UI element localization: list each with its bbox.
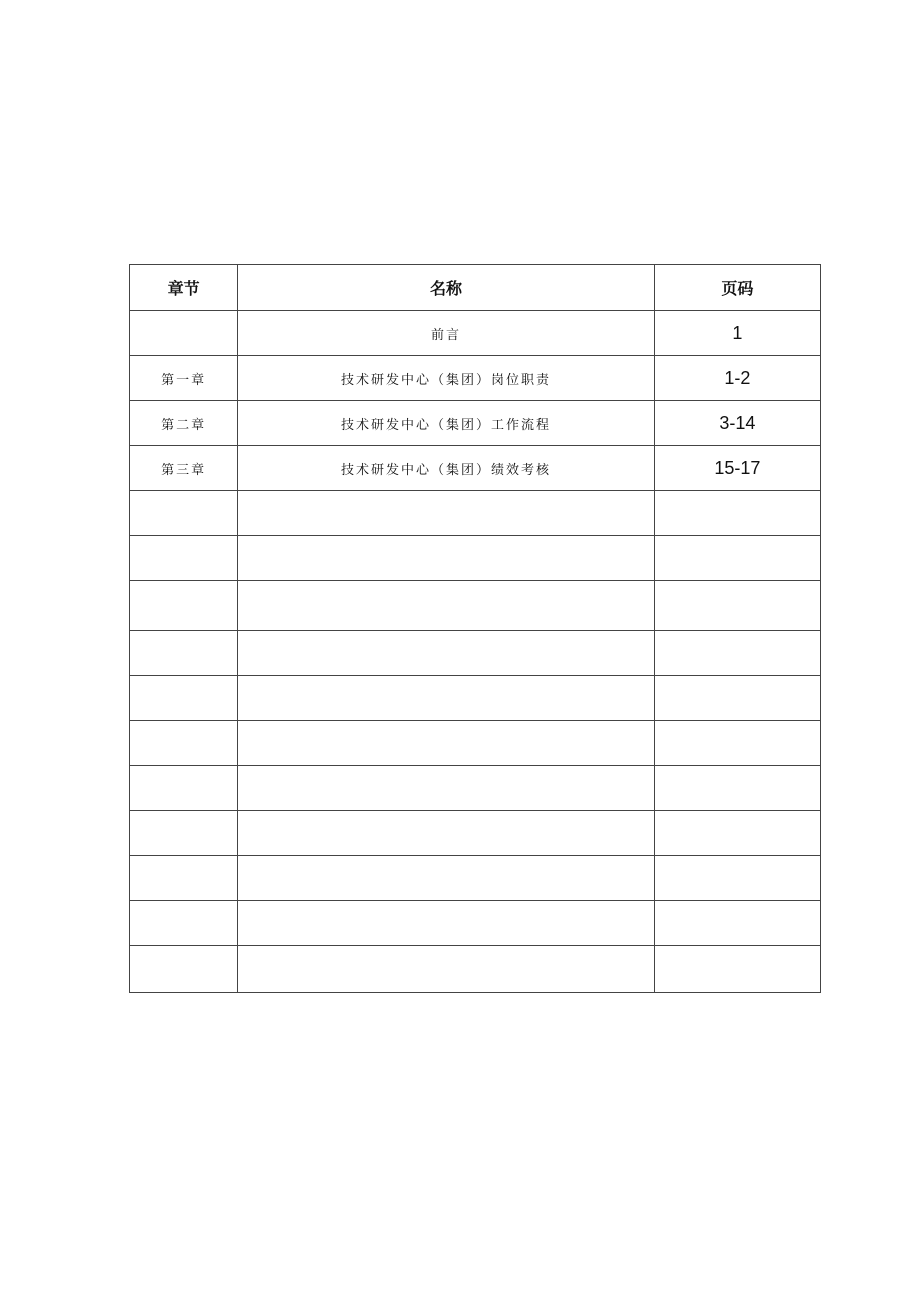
name-cell [238,856,655,901]
table-row [130,676,821,721]
page-cell: 3-14 [654,401,820,446]
page-cell [654,536,820,581]
page-cell [654,811,820,856]
page-cell [654,766,820,811]
name-cell [238,721,655,766]
table-row [130,491,821,536]
name-cell: 技术研发中心（集团）绩效考核 [238,446,655,491]
table-row [130,901,821,946]
table-row [130,766,821,811]
name-cell: 技术研发中心（集团）岗位职责 [238,356,655,401]
chapter-cell [130,811,238,856]
name-cell [238,536,655,581]
header-name: 名称 [238,265,655,311]
chapter-cell [130,901,238,946]
chapter-cell [130,766,238,811]
chapter-cell [130,856,238,901]
chapter-cell [130,631,238,676]
page-cell: 1 [654,311,820,356]
page-cell [654,721,820,766]
chapter-cell [130,536,238,581]
name-cell [238,811,655,856]
table-row [130,581,821,631]
chapter-cell [130,491,238,536]
toc-table [129,264,821,993]
page-cell: 1-2 [654,356,820,401]
name-cell [238,676,655,721]
table-row [130,856,821,901]
name-cell: 前言 [238,311,655,356]
table-row [130,946,821,993]
table-row [130,631,821,676]
table-row [130,311,821,356]
table-row [130,446,821,491]
table-row [130,721,821,766]
name-cell [238,946,655,993]
table-row [130,536,821,581]
table-row [130,811,821,856]
chapter-cell [130,676,238,721]
chapter-cell: 第一章 [130,356,238,401]
name-cell [238,901,655,946]
page-cell [654,901,820,946]
chapter-cell [130,581,238,631]
page-cell [654,581,820,631]
chapter-cell: 第二章 [130,401,238,446]
chapter-cell [130,946,238,993]
page-cell [654,856,820,901]
name-cell [238,766,655,811]
header-page: 页码 [654,265,820,311]
chapter-cell [130,311,238,356]
page-cell [654,631,820,676]
table-row [130,401,821,446]
name-cell [238,581,655,631]
table-row [130,356,821,401]
page-cell [654,676,820,721]
page-cell [654,946,820,993]
header-chapter: 章节 [130,265,238,311]
chapter-cell [130,721,238,766]
page-cell [654,491,820,536]
chapter-cell: 第三章 [130,446,238,491]
name-cell [238,631,655,676]
table-header-row [130,265,821,311]
name-cell [238,491,655,536]
name-cell: 技术研发中心（集团）工作流程 [238,401,655,446]
page-cell: 15-17 [654,446,820,491]
